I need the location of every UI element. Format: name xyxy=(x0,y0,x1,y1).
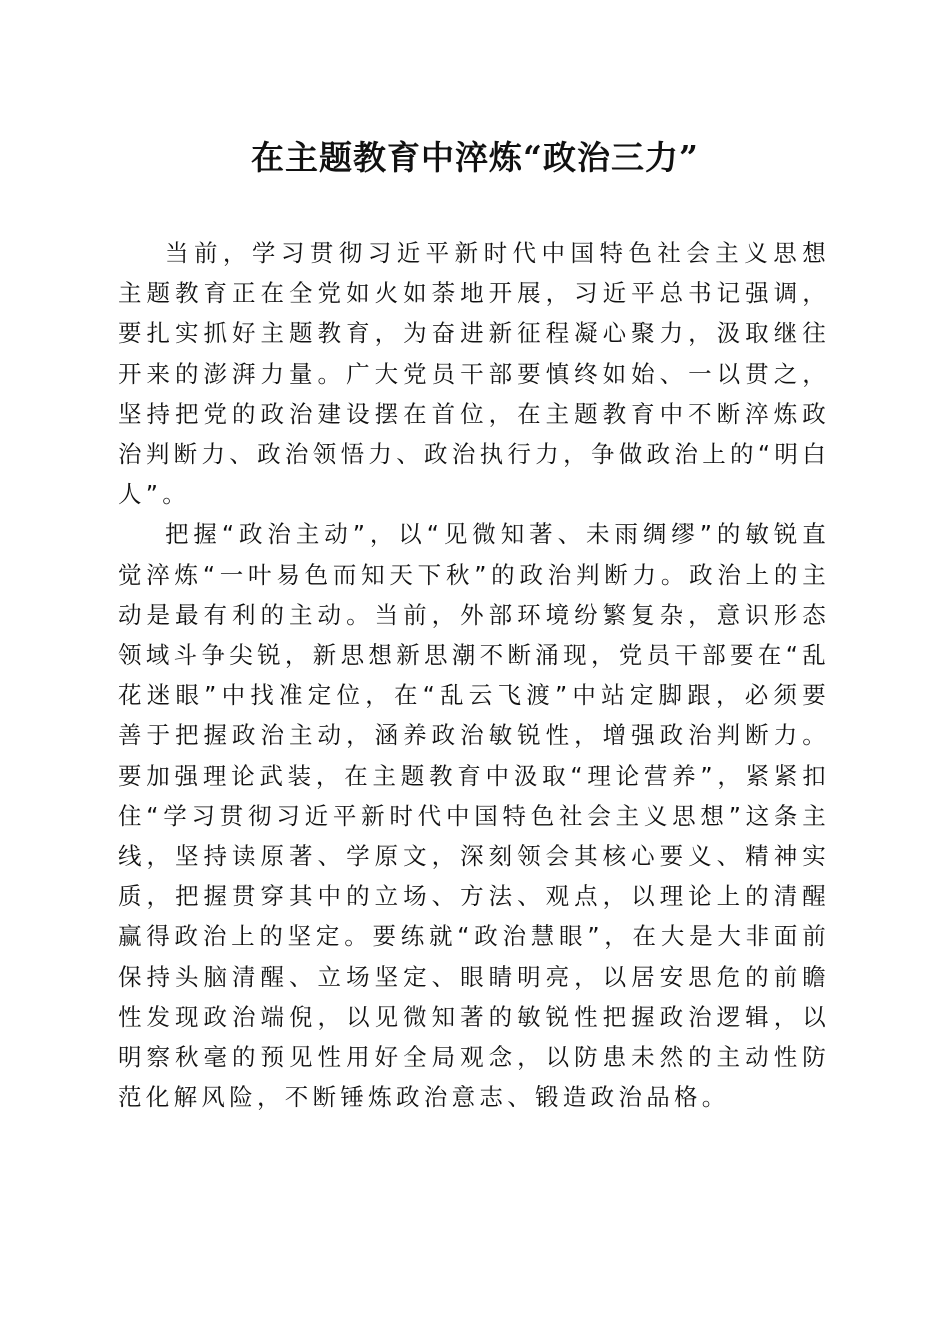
document-body xyxy=(118,233,830,1117)
document-title: 在主题教育中淬炼“政治三力” xyxy=(251,138,699,177)
paragraph-political-initiative: 把握“政治主动”，以“见微知著、未雨绸缪”的敏锐直觉淬炼“一叶易色而知天下秋”的政治判断力。政治上的主动是最有利的主动。当前，外部环境纷繁复杂，意识形态领域斗争尖锐，新思想新思潮不断涌现，党员干部要在“乱花迷眼”中找准定位，在“乱云飞渡”中站定脚跟，必须要善于把握政治主动，涵养政治敏锐性，增强政治判断力。要加强理论武装，在主题教育中汲取“理论营养”，紧紧扣住“学习贯彻习近平新时代中国特色社会主义思想”这条主线，坚持读原著、学原文，深刻领会其核心要义、精神实质，把握贯穿其中的立场、方法、观点，以理论上的清醒赢得政治上的坚定。要练就“政治慧眼”，在大是大非面前保持头脑清醒、立场坚定、眼睛明亮，以居安思危的前瞻性发现政治端倪，以见微知著的敏锐性把握政治逻辑，以明察秋毫的预见性用好全局观念，以防患未然的主动性防范化解风险，不断锤炼政治意志、锻造政治品格。 xyxy=(118,520,830,1112)
paragraph-intro: 当前，学习贯彻习近平新时代中国特色社会主义思想主题教育正在全党如火如荼地开展，习近平总书记强调，要扎实抓好主题教育，为奋进新征程凝心聚力，汲取继往开来的澎湃力量。广大党员干部要慎终如始、一以贯之，坚持把党的政治建设摆在首位，在主题教育中不断淬炼政治判断力、政治领悟力、政治执行力，争做政治上的“明白人”。 xyxy=(118,239,830,509)
